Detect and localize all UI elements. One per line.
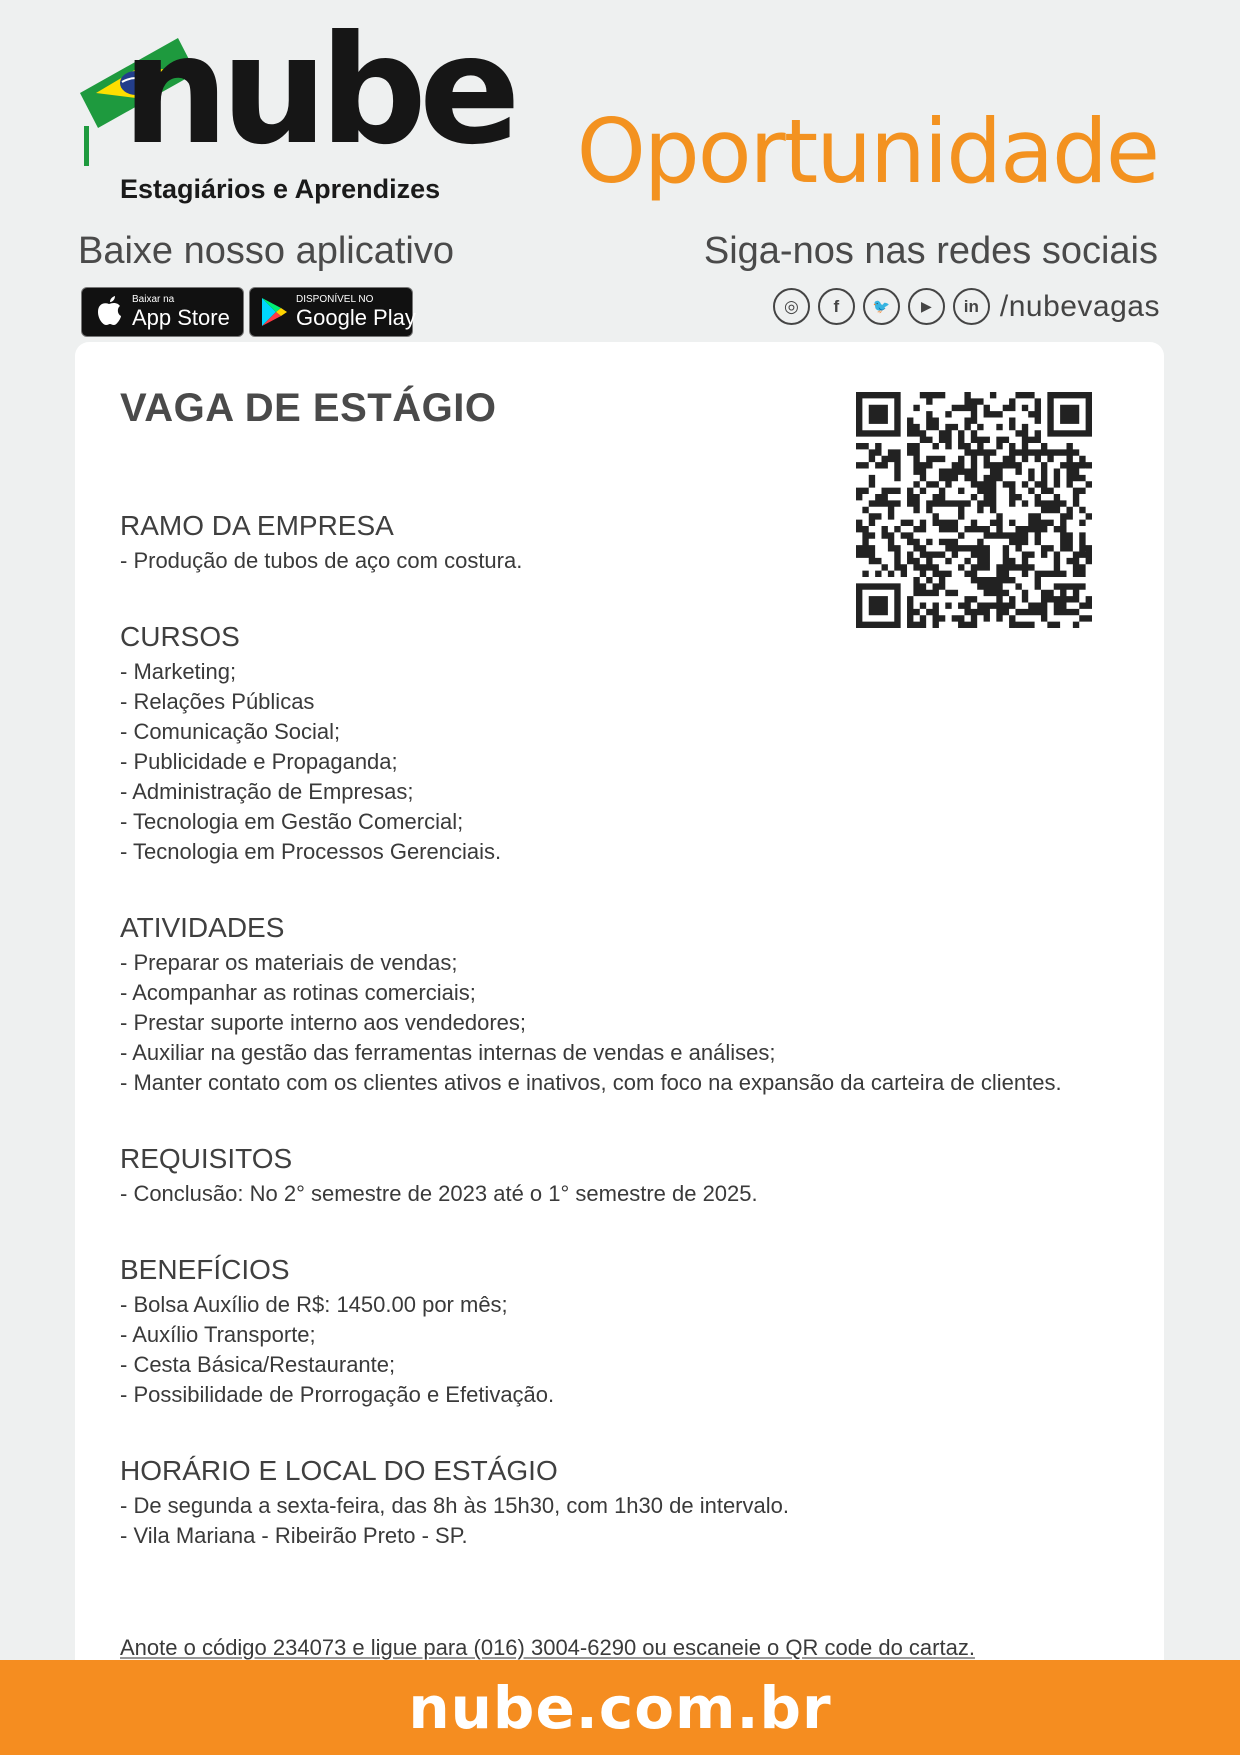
- logo-tagline: Estagiários e Aprendizes: [120, 174, 441, 204]
- twitter-icon[interactable]: 🐦: [863, 288, 900, 325]
- section-line: - Conclusão: No 2° semestre de 2023 até o 1° semestre de 2025.: [120, 1181, 758, 1206]
- social-follow-text: Siga-nos nas redes sociais: [703, 230, 1158, 272]
- section-line: - Manter contato com os clientes ativos e inativos, com foco na expansão da carteira de clientes.: [120, 1070, 1062, 1095]
- job-sections: [120, 510, 1080, 1596]
- download-app-text: Baixe nosso aplicativo: [78, 230, 454, 272]
- section-line: - Relações Públicas: [120, 689, 315, 714]
- nube-logo: [78, 4, 513, 208]
- section-line: - Cesta Básica/Restaurante;: [120, 1352, 396, 1377]
- social-links: [773, 288, 1160, 325]
- section-heading: BENEFÍCIOS: [120, 1254, 290, 1285]
- section-line: - Vila Mariana - Ribeirão Preto - SP.: [120, 1523, 468, 1548]
- linkedin-icon[interactable]: in: [953, 288, 990, 325]
- app-store-small-label: Baixar na: [132, 294, 175, 305]
- section-line: - Tecnologia em Gestão Comercial;: [120, 809, 464, 834]
- google-play-icon: [260, 297, 288, 327]
- section-heading: RAMO DA EMPRESA: [120, 510, 394, 541]
- app-store-label: App Store: [132, 305, 230, 330]
- section-schedule-location: [120, 1455, 1080, 1551]
- section-activities: [120, 912, 1080, 1098]
- section-line: - Comunicação Social;: [120, 719, 341, 744]
- section-line: - Produção de tubos de aço com costura.: [120, 548, 523, 573]
- google-play-label: Google Play: [296, 305, 416, 330]
- section-line: - Possibilidade de Prorrogação e Efetivação.: [120, 1382, 555, 1407]
- section-benefits: [120, 1254, 1080, 1410]
- logo-wordmark: nube: [122, 4, 513, 178]
- section-line: - Tecnologia em Processos Gerenciais.: [120, 839, 502, 864]
- youtube-icon[interactable]: ▶: [908, 288, 945, 325]
- google-play-small-label: DISPONÍVEL NO: [296, 294, 374, 305]
- facebook-icon[interactable]: f: [818, 288, 855, 325]
- section-company: [120, 510, 1080, 576]
- app-store-button[interactable]: [81, 287, 244, 337]
- section-line: - Auxiliar na gestão das ferramentas internas de vendas e análises;: [120, 1040, 776, 1065]
- instagram-icon[interactable]: ◎: [773, 288, 810, 325]
- contact-instructions[interactable]: Anote o código 234073 e ligue para (016) 3004-6290 ou escaneie o QR code do cartaz.: [120, 1635, 975, 1660]
- section-line: - Acompanhar as rotinas comerciais;: [120, 980, 476, 1005]
- section-line: - Preparar os materiais de vendas;: [120, 950, 458, 975]
- section-line: - Auxílio Transporte;: [120, 1322, 316, 1347]
- section-requirements: [120, 1143, 1080, 1209]
- section-line: - Publicidade e Propaganda;: [120, 749, 398, 774]
- job-title: VAGA DE ESTÁGIO: [120, 386, 497, 430]
- section-line: - Prestar suporte interno aos vendedores;: [120, 1010, 527, 1035]
- google-play-button[interactable]: [249, 287, 416, 337]
- section-line: - De segunda a sexta-feira, das 8h às 15h30, com 1h30 de intervalo.: [120, 1493, 789, 1518]
- section-line: - Administração de Empresas;: [120, 779, 414, 804]
- job-card: [75, 342, 1164, 1742]
- section-line: - Bolsa Auxílio de R$: 1450.00 por mês;: [120, 1292, 508, 1317]
- apple-icon: [96, 296, 122, 326]
- headline: Oportunidade: [576, 100, 1158, 203]
- section-heading: HORÁRIO E LOCAL DO ESTÁGIO: [120, 1455, 558, 1486]
- section-line: - Marketing;: [120, 659, 237, 684]
- section-heading: CURSOS: [120, 621, 240, 652]
- social-handle[interactable]: /nubevagas: [999, 289, 1160, 323]
- section-heading: REQUISITOS: [120, 1143, 293, 1174]
- footer-bar: [0, 1660, 1240, 1755]
- section-courses: [120, 621, 1080, 867]
- section-heading: ATIVIDADES: [120, 912, 285, 943]
- footer-url[interactable]: nube.com.br: [408, 1673, 832, 1742]
